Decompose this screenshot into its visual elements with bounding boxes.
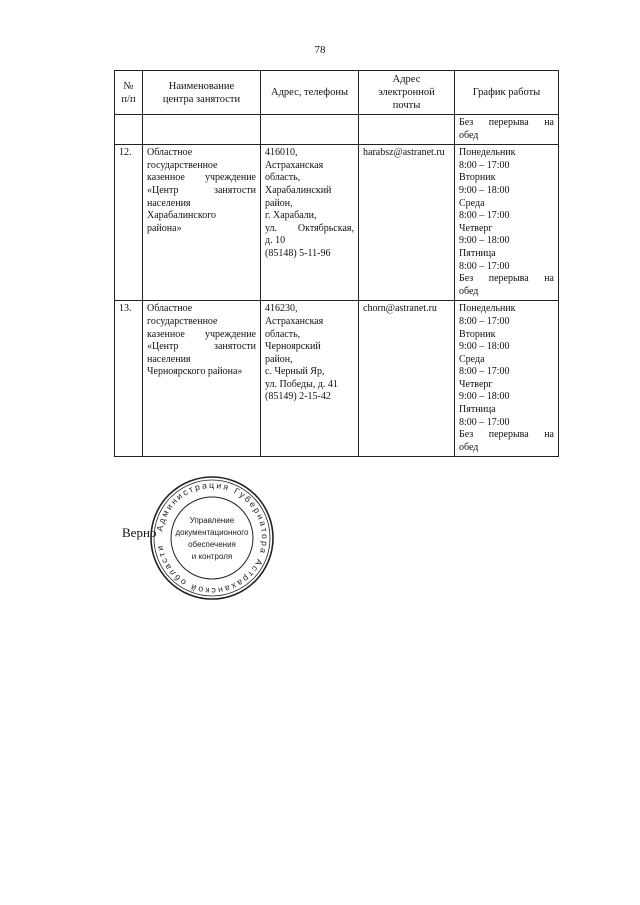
seal-ring-text: Администрация Губернатора Астраханской области (154, 479, 271, 597)
header-num: № п/п (115, 71, 143, 115)
seal-center-text (176, 516, 250, 561)
official-seal-stamp (148, 474, 276, 602)
center-schedule: Понедельник 8:00 – 17:00 Вторник 9:00 – 18:00 Среда 8:00 – 17:00 Четверг 9:00 – 18:00 Пятница 8:00 – 17:00 Без перерыва на обед (455, 301, 559, 457)
seal-inner-ring (171, 497, 253, 579)
center-address: 416010, Астраханская область, Харабалинский район, г. Харабали, ул. Октябрьская, д. 10 (85148) 5-11-96 (261, 145, 359, 301)
certification-verno: Верно (122, 525, 157, 540)
center-email: harabsz@astranet.ru (359, 145, 455, 301)
schedule-continuation: Без перерыва на обед (455, 115, 559, 145)
row-number: 13. (115, 301, 143, 457)
table-header-row (115, 71, 559, 115)
seal-center-line: обеспечения (188, 540, 236, 549)
table-row-continuation (115, 115, 559, 145)
center-name: Областное государственное казенное учреждение «Центр занятости населения Харабалинского района» (143, 145, 261, 301)
seal-center-line: и контроля (191, 552, 233, 561)
center-schedule: Понедельник 8:00 – 17:00 Вторник 9:00 – 18:00 Среда 8:00 – 17:00 Четверг 9:00 – 18:00 Пятница 8:00 – 17:00 Без перерыва на обед (455, 145, 559, 301)
header-schedule: График работы (455, 71, 559, 115)
center-address: 416230, Астраханская область, Черноярский район, с. Черный Яр, ул. Победы, д. 41 (85149) 2-15-42 (261, 301, 359, 457)
row-number: 12. (115, 145, 143, 301)
header-name: Наименование центра занятости (143, 71, 261, 115)
employment-centers-table (114, 70, 559, 457)
center-name: Областное государственное казенное учреждение «Центр занятости населения Черноярского района» (143, 301, 261, 457)
seal-outer-ring (151, 477, 273, 599)
page-number: 78 (314, 44, 326, 56)
center-email: chorn@astranet.ru (359, 301, 455, 457)
seal-center-line: документационного (175, 528, 249, 537)
table-row (115, 145, 559, 301)
header-email: Адрес электронной почты (359, 71, 455, 115)
header-address: Адрес, телефоны (261, 71, 359, 115)
table-row (115, 301, 559, 457)
seal-center-line: Управление (189, 516, 235, 525)
